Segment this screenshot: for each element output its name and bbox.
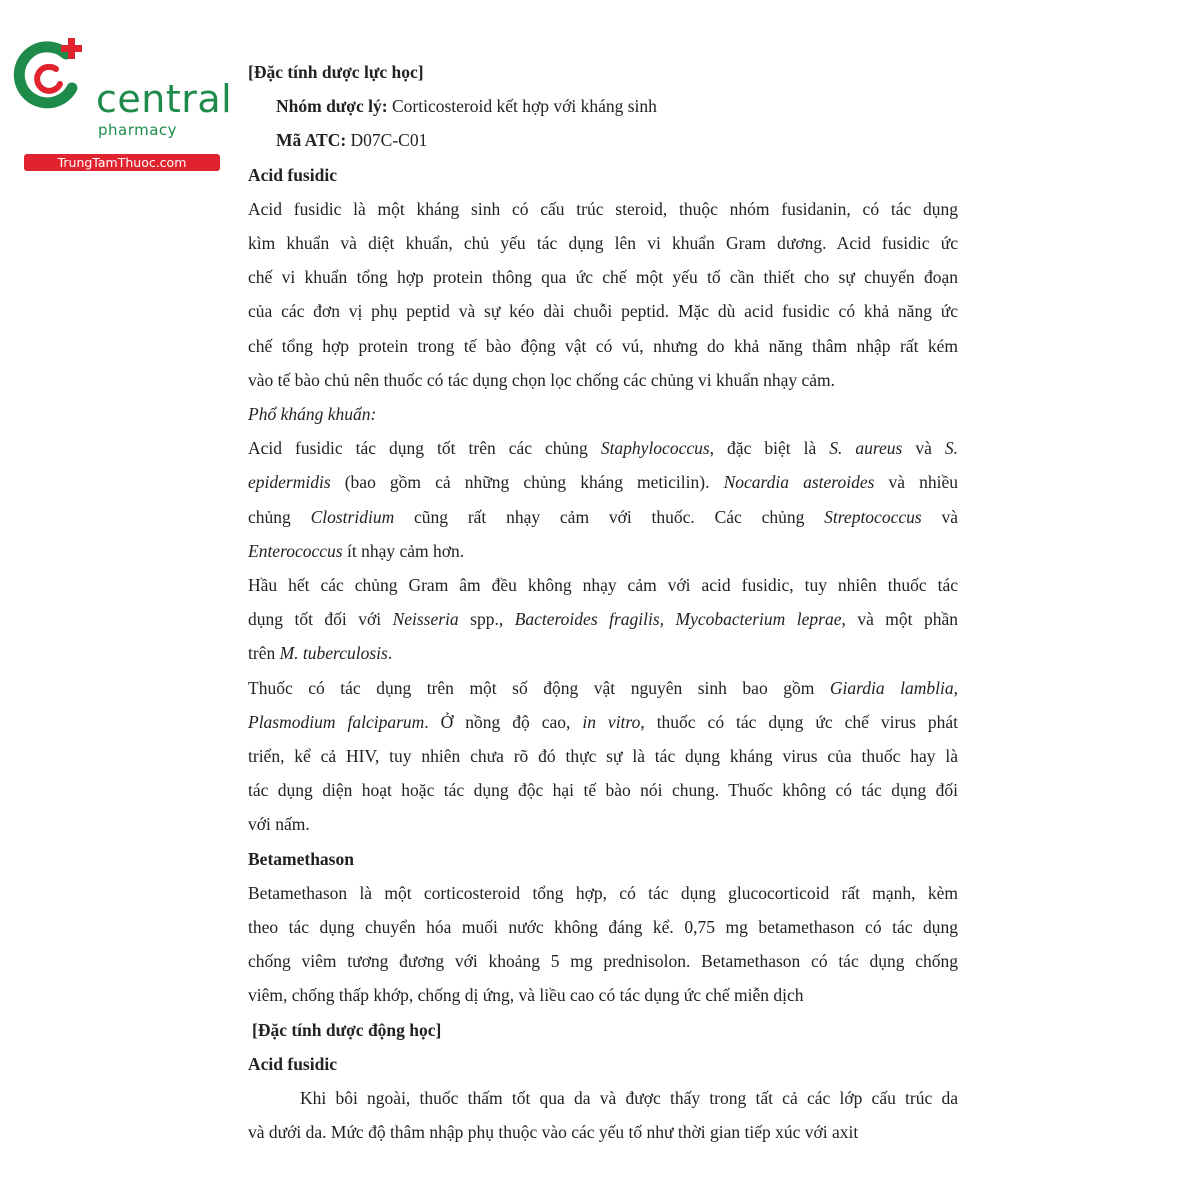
text-line: Plasmodium falciparum. Ở nồng độ cao, in vitro, thuốc có tác dụng ức chế virus phát	[248, 711, 958, 732]
text-line: kìm khuẩn và diệt khuẩn, chủ yếu tác dụng lên vi khuẩn Gram dương. Acid fusidic ức	[248, 233, 958, 254]
text-line: của các đơn vị phụ peptid và sự kéo dài chuỗi peptid. Mặc dù acid fusidic có khả năng ức	[248, 301, 958, 322]
text-line: Acid fusidic tác dụng tốt trên các chủng Staphylococcus, đặc biệt là S. aureus và S.	[248, 438, 958, 459]
group-value: Corticosteroid kết hợp với kháng sinh	[387, 96, 657, 117]
text-line: theo tác dụng chuyển hóa muối nước không đáng kể. 0,75 mg betamethason có tác dụng	[248, 917, 958, 938]
text-line: chế vi khuẩn tổng hợp protein thông qua ức chế một yếu tố cần thiết cho sự chuyển đoạn	[248, 267, 958, 288]
subheading-betamethason: Betamethason	[248, 848, 354, 869]
text-line: với nấm.	[248, 814, 310, 835]
logo-banner: TrungTamThuoc.com	[24, 154, 220, 171]
text-line: chế tổng hợp protein trong tế bào động vật có vú, nhưng do khả năng thâm nhập rất kém	[248, 335, 958, 356]
text-line: Acid fusidic là một kháng sinh có cấu trúc steroid, thuộc nhóm fusidanin, có tác dụng	[248, 198, 958, 219]
atc-code	[248, 123, 958, 157]
text-line: Enterococcus ít nhạy cảm hơn.	[248, 540, 465, 561]
subheading-spectrum: Phổ kháng khuẩn:	[248, 404, 377, 425]
text-line: viêm, chống thấp khớp, chống dị ứng, và liều cao có tác dụng ức chế miễn dịch	[248, 985, 804, 1006]
subheading-acid-fusidic-2: Acid fusidic	[248, 1053, 337, 1074]
logo-subtitle: pharmacy	[98, 121, 178, 139]
text-line: Khi bôi ngoài, thuốc thấm tốt qua da và được thấy trong tất cả các lớp cấu trúc da	[300, 1088, 958, 1109]
atc-value: D07C-C01	[346, 130, 428, 151]
section-heading-pharmacokinetics: [Đặc tính dược động học]	[252, 1019, 442, 1040]
section-heading-pharmacodynamics: [Đặc tính dược lực học]	[248, 62, 424, 82]
text-line: chống viêm tương đương với khoảng 5 mg prednisolon. Betamethason có tác dụng chống	[248, 951, 958, 972]
text-line: epidermidis (bao gồm cả những chủng kháng meticilin). Nocardia asteroides và nhiều	[248, 472, 959, 493]
text-line: tác dụng diện hoạt hoặc tác dụng độc hại tế bào nói chung. Thuốc không có tác dụng đối	[248, 780, 958, 801]
text-line: Thuốc có tác dụng trên một số động vật nguyên sinh bao gồm Giardia lamblia,	[248, 677, 959, 698]
text-line: Hầu hết các chủng Gram âm đều không nhạy cảm với acid fusidic, tuy nhiên thuốc tác	[248, 575, 958, 596]
central-pharmacy-logo[interactable]	[10, 36, 233, 170]
text-line: chủng Clostridium cũng rất nhạy cảm với thuốc. Các chủng Streptococcus và	[248, 506, 958, 527]
text-line: dụng tốt đối với Neisseria spp., Bacteroides fragilis, Mycobacterium leprae, và một phần	[248, 609, 959, 630]
atc-label: Mã ATC:	[276, 130, 347, 151]
subheading-acid-fusidic: Acid fusidic	[248, 164, 337, 185]
central-pharmacy-logo-icon	[10, 36, 100, 116]
text-line: và dưới da. Mức độ thâm nhập phụ thuộc vào các yếu tố như thời gian tiếp xúc với axit	[248, 1122, 859, 1143]
group-label: Nhóm dược lý:	[276, 96, 388, 117]
text-line: vào tế bào chủ nên thuốc có tác dụng chọn lọc chống các chủng vi khuẩn nhạy cảm.	[248, 369, 836, 390]
pharmacological-group	[248, 89, 958, 123]
document-body	[248, 55, 958, 1150]
text-line: triển, kể cả HIV, tuy nhiên chưa rõ đó thực sự là tác dụng kháng virus của thuốc hay là	[248, 746, 958, 767]
text-line: trên M. tuberculosis.	[248, 643, 393, 664]
logo-name: central	[96, 77, 233, 121]
text-line: Betamethason là một corticosteroid tổng hợp, có tác dụng glucocorticoid rất mạnh, kèm	[248, 882, 958, 903]
